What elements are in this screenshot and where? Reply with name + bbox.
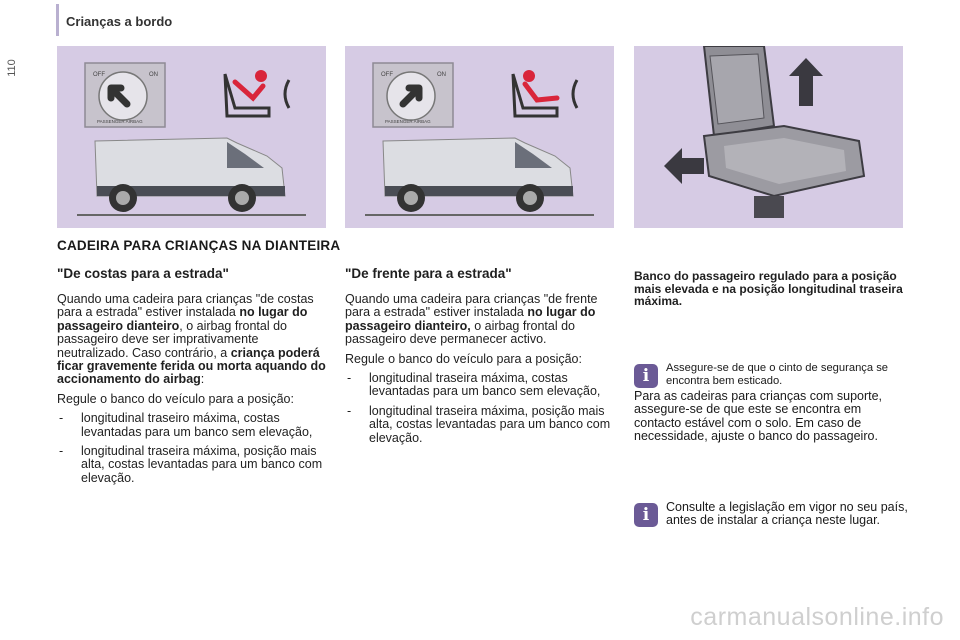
column-seat-notes (634, 266, 909, 308)
list-dash: - (59, 444, 64, 459)
text-span: , o airbag frontal do passageiro deve ser imprativamente neutralizado. Caso contrário, a (57, 318, 287, 360)
airbag-on-label: ON (437, 72, 446, 78)
seat-caption: Banco do passageiro regulado para a posição mais elevada e na posição longitudinal traseira máxima. (634, 269, 903, 308)
list-item (345, 372, 617, 399)
text-bold: no lugar do passageiro dianteiro (57, 305, 308, 333)
column-forward-facing (345, 266, 617, 451)
airbag-off-label: OFF (381, 72, 393, 78)
van-illustration (77, 138, 306, 216)
list-forward-facing (345, 372, 617, 445)
text-span: Quando uma cadeira para crianças "de costas para a estrada" estiver instalada (57, 292, 314, 320)
list-item-text: longitudinal traseira máxima, posição mais alta, costas levantadas para um banco com elevação. (81, 444, 323, 485)
info-box-seatbelt (634, 362, 909, 388)
list-item (57, 445, 329, 485)
arrow-up-icon (789, 58, 823, 106)
text-span: Quando uma cadeira para crianças "de frente para a estrada" estiver instalada (345, 292, 598, 320)
column-rear-facing (57, 266, 329, 491)
subheading-rear-facing: "De costas para a estrada" (57, 266, 229, 281)
text-bold: no lugar do passageiro dianteiro, (345, 305, 596, 333)
seat-illustration (704, 46, 864, 218)
paragraph-rear-facing-adjust: Regule o banco do veículo para a posição: (57, 391, 294, 406)
info-icon: i (634, 503, 658, 527)
paragraph-forward-facing-adjust: Regule o banco do veículo para a posição: (345, 351, 582, 366)
list-dash: - (347, 403, 352, 418)
list-dash: - (347, 371, 352, 386)
watermark: carmanualsonline.info (690, 603, 944, 631)
main-heading: CADEIRA PARA CRIANÇAS NA DIANTEIRA (57, 238, 341, 253)
arrow-back-icon (664, 148, 704, 184)
forward-facing-seat-icon (513, 70, 577, 116)
figure-seat-adjustment (634, 46, 903, 228)
van-illustration (365, 138, 594, 216)
airbag-off-label: OFF (93, 72, 105, 78)
figure-rear-facing (57, 46, 326, 228)
list-item (345, 405, 617, 445)
page-number: 110 (6, 59, 18, 77)
paragraph-forward-facing-intro (345, 293, 617, 347)
list-item (57, 412, 329, 439)
info-text-legislation: Consulte a legislação em vigor no seu país, antes de instalar a criança neste lugar. (666, 500, 908, 528)
airbag-bottom-label: PASSENGER AIRBAG (97, 119, 143, 124)
list-item-text: longitudinal traseira máxima, costas levantadas para um banco sem elevação, (369, 371, 601, 399)
paragraph-support-seats: Para as cadeiras para crianças com suporte, assegure-se de que este se encontra em contacto estável com o solo. Em caso de necessidade, ajuste o banco do passageiro. (634, 389, 883, 444)
figure-forward-facing (345, 46, 614, 228)
text-bold-warning: criança poderá ficar gravemente ferida ou morta aquando do accionamento do airbag (57, 345, 326, 387)
paragraph-rear-facing-intro (57, 293, 329, 387)
section-title: Crianças a bordo (66, 14, 173, 29)
info-icon: i (634, 364, 658, 388)
text-span: : (200, 372, 205, 387)
list-item-text: longitudinal traseiro máxima, costas levantadas para um banco sem elevação, (81, 411, 313, 439)
text-span: o airbag frontal do passageiro deve permanecer activo. (345, 318, 575, 347)
section-bar (56, 4, 59, 36)
list-dash: - (59, 411, 64, 426)
rear-facing-seat-icon (225, 70, 289, 116)
airbag-bottom-label: PASSENGER AIRBAG (385, 119, 431, 124)
list-rear-facing (57, 412, 329, 485)
info-text-seatbelt: Assegure-se de que o cinto de segurança se encontra bem esticado. (666, 362, 889, 387)
subheading-forward-facing: "De frente para a estrada" (345, 266, 512, 281)
airbag-on-label: ON (149, 72, 158, 78)
info-box-legislation (634, 501, 909, 528)
list-item-text: longitudinal traseira máxima, posição mais alta, costas levantadas para um banco com elevação. (369, 403, 611, 445)
